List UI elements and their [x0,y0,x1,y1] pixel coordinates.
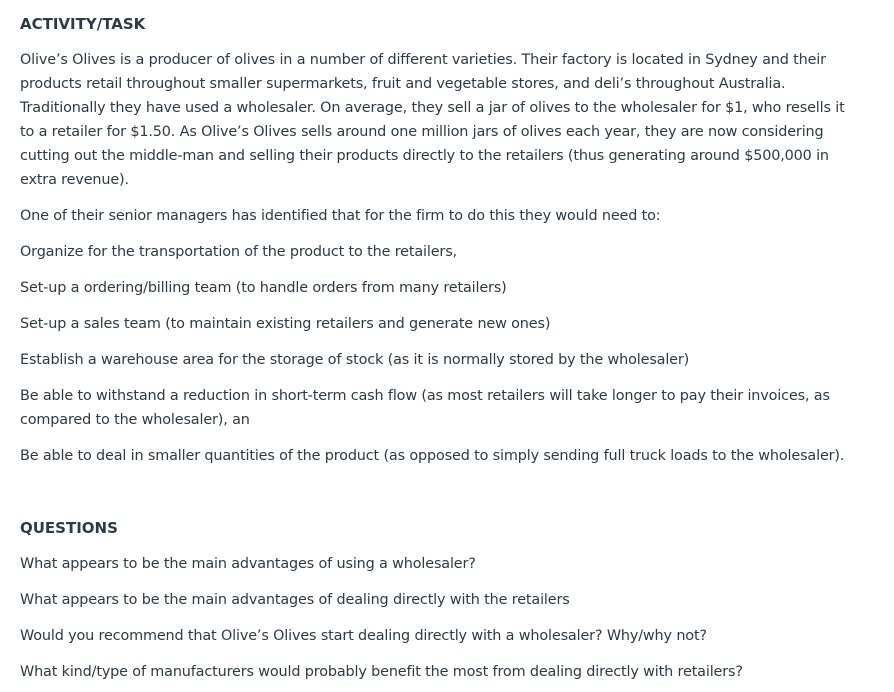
intro-paragraph: Olive’s Olives is a producer of olives in a number of different varieties. Their factory is located in Sydney and their products retail throughout smaller supermarkets, fruit and vegetable stores, and deli’s throughout Australia. Traditionally they have used a wholesaler. On average, they sell a jar of olives to the wholesaler for $1, who resells it to a retailer for $1.50. As Olive’s Olives sells around one million jars of olives each year, they are now considering cutting out the middle-man and selling their products directly to the retailers (thus generating around $500,000 in extra revenue). [20,52,845,188]
question-item: What kind/type of manufacturers would probably benefit the most from dealing directly with retailers? [20,664,743,680]
question-item: What appears to be the main advantages of using a wholesaler? [20,556,476,572]
lead-paragraph: One of their senior managers has identified that for the firm to do this they would need to: [20,208,661,224]
requirement-item: Be able to deal in smaller quantities of the product (as opposed to simply sending full truck loads to the wholesaler). [20,448,845,464]
activity-heading: ACTIVITY/TASK [20,15,146,33]
requirement-item: Be able to withstand a reduction in short-term cash flow (as most retailers will take longer to pay their invoices, as compared to the wholesaler), an [20,388,830,428]
question-item: What appears to be the main advantages of dealing directly with the retailers [20,592,570,608]
question-item: Would you recommend that Olive’s Olives start dealing directly with a wholesaler? Why/why not? [20,628,707,644]
questions-heading: QUESTIONS [20,519,118,537]
requirement-item: Establish a warehouse area for the storage of stock (as it is normally stored by the wholesaler) [20,352,690,368]
requirement-item: Organize for the transportation of the product to the retailers, [20,244,457,260]
requirement-item: Set-up a sales team (to maintain existing retailers and generate new ones) [20,316,551,332]
requirement-item: Set-up a ordering/billing team (to handle orders from many retailers) [20,280,507,296]
